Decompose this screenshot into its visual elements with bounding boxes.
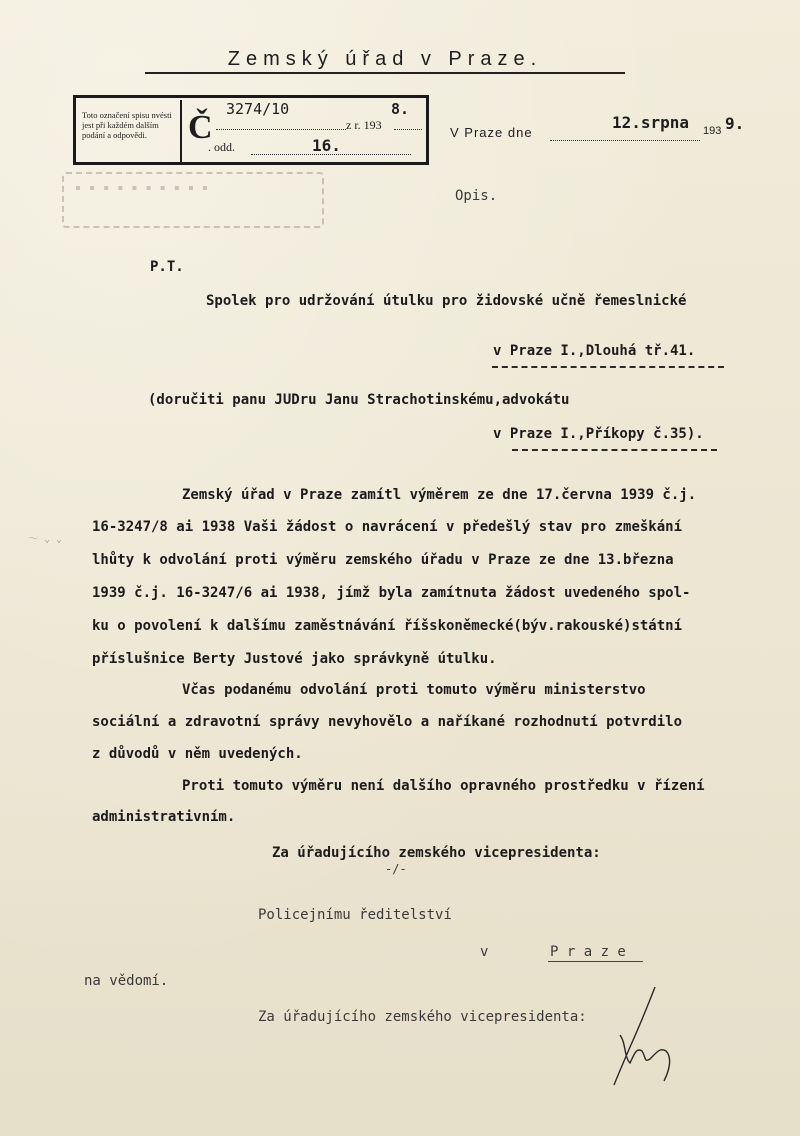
footer-v: v — [480, 944, 489, 960]
date-year-digit: 9. — [725, 114, 745, 133]
reference-c-letter: Č — [188, 109, 213, 146]
reference-odd-number: 16. — [312, 136, 341, 155]
reference-year-suffix: 8. — [391, 100, 410, 118]
reference-dotted-line — [216, 129, 346, 130]
body-line-5: ku o povolení k dalšímu zaměstnávání říšskoněmecké(býv.rakouské)státní — [92, 618, 683, 634]
deliver-address-underline — [512, 449, 717, 451]
reference-box — [73, 95, 429, 165]
police-directorate: Policejnímu ředitelství — [258, 907, 452, 923]
body-line-2: 16-3247/8 ai 1938 Vaši žádost o navrácení v předešlý stav pro zmeškání — [92, 519, 683, 535]
body-line-11: administrativním. — [92, 809, 236, 825]
body-line-6: příslušnice Berty Justové jako správkyně útulku. — [92, 651, 497, 667]
reference-zr-label: z r. 193 — [346, 118, 382, 132]
reference-number: 3274/10 — [226, 100, 290, 118]
reference-divider — [180, 100, 182, 162]
date-label: V Praze dne — [450, 125, 533, 140]
margin-marks: ～ ⌄ ⌄ — [28, 534, 63, 545]
date-day-month: 12.srpna — [612, 113, 690, 132]
footer-for-vp: Za úřadujícího zemského vicepresidenta: — [258, 1009, 587, 1025]
copy-label: Opis. — [455, 188, 498, 204]
reference-note: Toto označení spisu nvésti jest při každém dalším podání a odpovědi. — [82, 110, 172, 140]
body-line-1: Zemský úřad v Praze zamítl výměrem ze dne 17.června 1939 č.j. — [182, 487, 697, 503]
signature-for-vp: Za úřadujícího zemského vicepresidenta: — [272, 845, 601, 861]
body-line-7: Včas podanému odvolání proti tomuto výměru ministerstvo — [182, 682, 646, 698]
title-rule — [145, 72, 625, 74]
deliver-to: (doručiti panu JUDru Janu Strachotinskému,advokátu — [148, 392, 570, 408]
addressee-name: Spolek pro udržování útulku pro židovské učně řemeslnické — [206, 293, 687, 309]
body-line-4: 1939 č.j. 16-3247/6 ai 1938, jímž byla zamítnuta žádost uvedeného spol- — [92, 585, 691, 601]
deliver-address: v Praze I.,Příkopy č.35). — [493, 426, 704, 442]
date-dotted-line — [550, 140, 700, 141]
footer-city: P r a z e — [550, 944, 626, 960]
notice-label: na vědomí. — [84, 973, 169, 989]
office-title: Zemský úřad v Praze. — [227, 48, 543, 70]
handwritten-signature — [600, 985, 690, 1095]
body-line-3: lhůty k odvolání proti výměru zemského úřadu v Praze ze dne 13.března — [92, 552, 674, 568]
reference-odd-label: . odd. — [208, 140, 235, 154]
reference-dotted-line — [251, 154, 411, 155]
faded-stamp-mark: ▪ ▪ ▪ ▪ ▪ ▪ ▪ ▪ ▪ ▪ — [75, 180, 210, 197]
city-underline — [548, 961, 643, 962]
salutation: P.T. — [150, 259, 184, 275]
addressee-address: v Praze I.,Dlouhá tř.41. — [493, 343, 696, 359]
signature-mark: -/- — [385, 862, 407, 876]
address-underline — [492, 366, 724, 368]
date-year-prefix: 193 — [703, 125, 722, 137]
body-line-10: Proti tomuto výměru není dalšího opravného prostředku v řízení — [182, 778, 705, 794]
reference-dotted-line — [394, 129, 422, 130]
body-line-8: sociální a zdravotní správy nevyhovělo a naříkané rozhodnutí potvrdilo — [92, 714, 683, 730]
body-line-9: z důvodů v něm uvedených. — [92, 746, 303, 762]
